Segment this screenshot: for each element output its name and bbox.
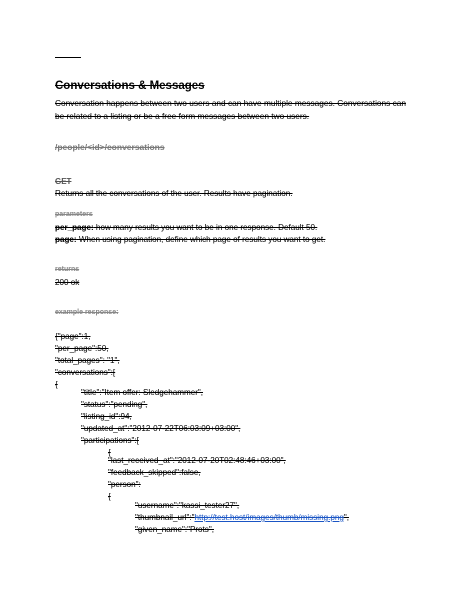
http-method: GET [55,177,72,186]
param-page [55,235,325,244]
thumbnail-link[interactable]: http://test.host/images/thumb/missing.png [194,513,344,522]
returns-value: 200 ok [55,278,80,287]
intro-paragraph: Conversation happens between two users and can have multiple messages. Conversations can be related to a listing or be a free form messages between two users. [55,98,406,121]
code-key: "thumbnail_url":" [135,513,195,522]
page-title: Conversations & Messages [55,80,205,92]
param-per-page [55,223,317,232]
param-desc: how many results you want to be in one response. Default 50. [93,223,318,232]
code-key-end: ", [343,513,349,522]
code-line: "username":"kassi_tester27", [135,501,240,510]
endpoint-path: /people/<id>/conversations [55,142,165,152]
code-line: { [108,448,111,457]
code-line-thumbnail [135,513,349,522]
param-name: page: [55,235,77,244]
code-line: "last_received_at":"2012-07-20T02:48:46+03:00", [108,456,286,465]
code-line: "title":"Item offer: Sledgehammer", [81,388,204,397]
code-line: {"page":1, [55,332,91,341]
parameters-heading: parameters [55,211,93,218]
code-line: "conversations":[ [55,368,116,377]
code-line: "updated_at":"2012-07-22T06:03:09+03:00", [81,424,241,433]
param-name: per_page: [55,223,94,232]
code-line: { [55,380,58,389]
code-line: "listing_id":94, [81,412,132,421]
param-desc: When using pagination, define which page of results you want to get. [76,235,326,244]
code-line: "total_pages": "1", [55,356,120,365]
code-line: "feedback_skipped":false, [108,468,201,477]
method-description: Returns all the conversations of the user. Results have pagination. [55,189,293,198]
example-heading: example response: [55,309,119,316]
code-line: "status":"pending", [81,400,148,409]
returns-heading: returns [55,266,80,273]
code-line: "per_page":50, [55,344,109,353]
code-line: "given_name":"Prots", [135,525,214,534]
code-line: "person": [108,480,141,489]
top-rule [55,57,81,58]
code-line: { [108,492,111,501]
code-line: "participations":[ [81,436,139,445]
